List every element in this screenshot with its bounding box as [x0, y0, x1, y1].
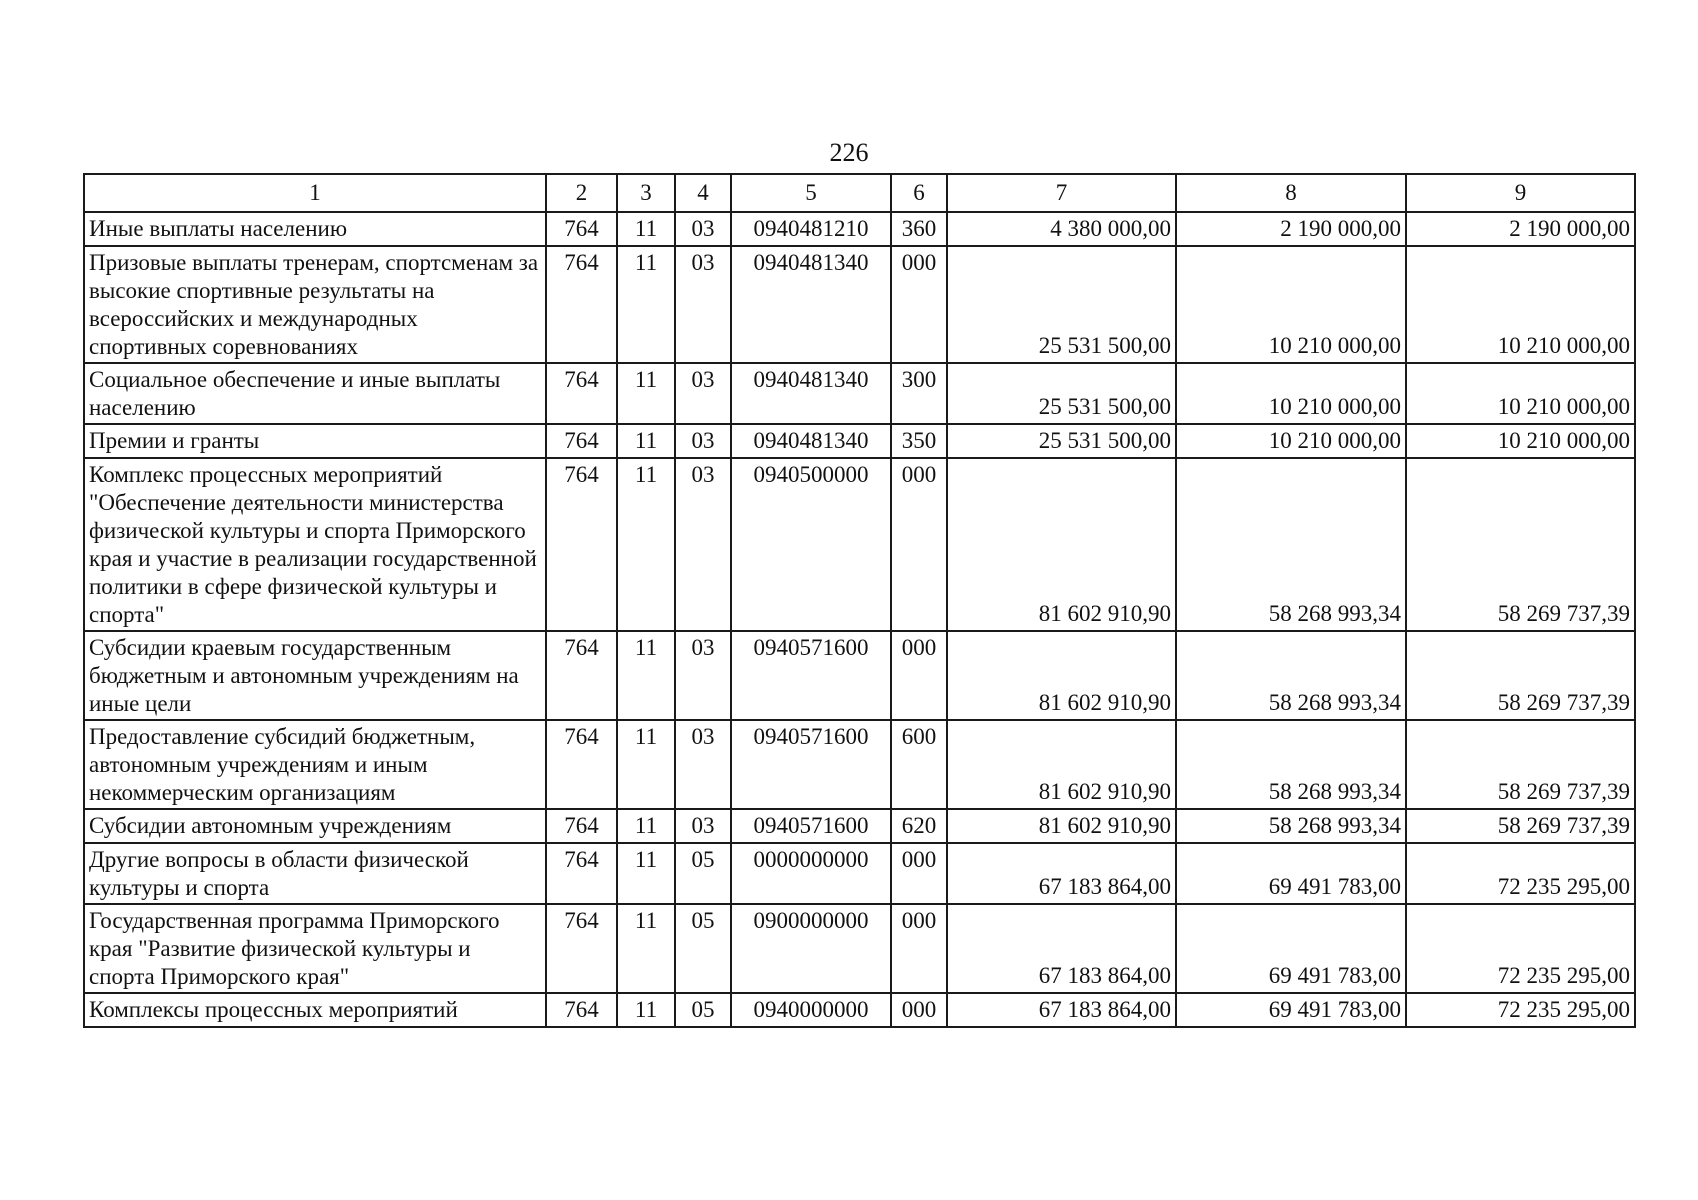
- row-name-cell: Субсидии краевым государственным бюджетным и автономным учреждениям на иные цели: [84, 631, 546, 720]
- amount-cell-col9: 72 235 295,00: [1406, 904, 1635, 993]
- table-row: [84, 720, 1635, 809]
- table-row: [84, 904, 1635, 993]
- column-header: 5: [731, 174, 891, 212]
- code-cell-col4: 03: [675, 720, 731, 809]
- column-header: 1: [84, 174, 546, 212]
- code-cell-col2: 764: [546, 424, 617, 458]
- amount-cell-col9: 10 210 000,00: [1406, 246, 1635, 363]
- amount-cell-col9: 58 269 737,39: [1406, 631, 1635, 720]
- code-cell-col3: 11: [617, 458, 675, 631]
- row-name-cell: Государственная программа Приморского края "Развитие физической культуры и спорта Приморского края": [84, 904, 546, 993]
- amount-cell-col8: 58 268 993,34: [1176, 720, 1406, 809]
- code-cell-col5: 0940481210: [731, 212, 891, 246]
- column-header: 2: [546, 174, 617, 212]
- code-cell-col4: 05: [675, 904, 731, 993]
- code-cell-col3: 11: [617, 843, 675, 904]
- row-name-cell: Другие вопросы в области физической культуры и спорта: [84, 843, 546, 904]
- code-cell-col3: 11: [617, 720, 675, 809]
- column-header: 3: [617, 174, 675, 212]
- amount-cell-col8: 10 210 000,00: [1176, 424, 1406, 458]
- code-cell-col4: 03: [675, 809, 731, 843]
- code-cell-col5: 0000000000: [731, 843, 891, 904]
- amount-cell-col9: 58 269 737,39: [1406, 458, 1635, 631]
- row-name-cell: Призовые выплаты тренерам, спортсменам за высокие спортивные результаты на всероссийских и международных спортивных соревнованиях: [84, 246, 546, 363]
- code-cell-col6: 000: [891, 631, 947, 720]
- code-cell-col2: 764: [546, 720, 617, 809]
- code-cell-col4: 03: [675, 363, 731, 424]
- budget-table: [83, 173, 1636, 1028]
- table-row: [84, 363, 1635, 424]
- table-row: [84, 458, 1635, 631]
- row-name-cell: Комплекс процессных мероприятий "Обеспечение деятельности министерства физической культуры и спорта Приморского края и участие в реализации государственной политики в сфере физической культуры и спорта": [84, 458, 546, 631]
- amount-cell-col7: 67 183 864,00: [947, 993, 1176, 1027]
- amount-cell-col9: 10 210 000,00: [1406, 363, 1635, 424]
- table-row: [84, 212, 1635, 246]
- row-name-cell: Иные выплаты населению: [84, 212, 546, 246]
- code-cell-col3: 11: [617, 993, 675, 1027]
- code-cell-col6: 600: [891, 720, 947, 809]
- code-cell-col3: 11: [617, 246, 675, 363]
- code-cell-col5: 0940500000: [731, 458, 891, 631]
- code-cell-col5: 0940571600: [731, 631, 891, 720]
- column-header: 7: [947, 174, 1176, 212]
- page-number: 226: [829, 138, 869, 167]
- code-cell-col4: 03: [675, 212, 731, 246]
- column-header: 9: [1406, 174, 1635, 212]
- table-header-row: [84, 174, 1635, 212]
- code-cell-col6: 360: [891, 212, 947, 246]
- code-cell-col6: 000: [891, 458, 947, 631]
- table-row: [84, 993, 1635, 1027]
- table-row: [84, 809, 1635, 843]
- amount-cell-col9: 2 190 000,00: [1406, 212, 1635, 246]
- code-cell-col4: 03: [675, 246, 731, 363]
- amount-cell-col9: 72 235 295,00: [1406, 843, 1635, 904]
- code-cell-col4: 05: [675, 993, 731, 1027]
- amount-cell-col8: 2 190 000,00: [1176, 212, 1406, 246]
- amount-cell-col7: 4 380 000,00: [947, 212, 1176, 246]
- code-cell-col5: 0940571600: [731, 720, 891, 809]
- code-cell-col6: 000: [891, 993, 947, 1027]
- code-cell-col3: 11: [617, 424, 675, 458]
- code-cell-col5: 0940000000: [731, 993, 891, 1027]
- code-cell-col5: 0940481340: [731, 246, 891, 363]
- amount-cell-col9: 58 269 737,39: [1406, 809, 1635, 843]
- code-cell-col5: 0940481340: [731, 424, 891, 458]
- amount-cell-col7: 25 531 500,00: [947, 424, 1176, 458]
- row-name-cell: Премии и гранты: [84, 424, 546, 458]
- amount-cell-col8: 10 210 000,00: [1176, 363, 1406, 424]
- column-header: 6: [891, 174, 947, 212]
- amount-cell-col7: 81 602 910,90: [947, 458, 1176, 631]
- code-cell-col2: 764: [546, 843, 617, 904]
- amount-cell-col8: 58 268 993,34: [1176, 631, 1406, 720]
- code-cell-col6: 000: [891, 246, 947, 363]
- code-cell-col3: 11: [617, 631, 675, 720]
- column-header: 4: [675, 174, 731, 212]
- code-cell-col2: 764: [546, 631, 617, 720]
- row-name-cell: Социальное обеспечение и иные выплаты населению: [84, 363, 546, 424]
- code-cell-col6: 350: [891, 424, 947, 458]
- amount-cell-col7: 67 183 864,00: [947, 904, 1176, 993]
- code-cell-col6: 620: [891, 809, 947, 843]
- code-cell-col2: 764: [546, 993, 617, 1027]
- amount-cell-col8: 58 268 993,34: [1176, 458, 1406, 631]
- amount-cell-col9: 10 210 000,00: [1406, 424, 1635, 458]
- code-cell-col6: 300: [891, 363, 947, 424]
- code-cell-col6: 000: [891, 843, 947, 904]
- amount-cell-col7: 81 602 910,90: [947, 631, 1176, 720]
- code-cell-col5: 0940571600: [731, 809, 891, 843]
- table-body: [84, 174, 1635, 1027]
- amount-cell-col7: 81 602 910,90: [947, 809, 1176, 843]
- row-name-cell: Предоставление субсидий бюджетным, автономным учреждениям и иным некоммерческим организациям: [84, 720, 546, 809]
- code-cell-col4: 03: [675, 424, 731, 458]
- amount-cell-col7: 81 602 910,90: [947, 720, 1176, 809]
- amount-cell-col7: 67 183 864,00: [947, 843, 1176, 904]
- amount-cell-col8: 69 491 783,00: [1176, 904, 1406, 993]
- code-cell-col5: 0940481340: [731, 363, 891, 424]
- amount-cell-col7: 25 531 500,00: [947, 246, 1176, 363]
- amount-cell-col8: 69 491 783,00: [1176, 993, 1406, 1027]
- table-row: [84, 843, 1635, 904]
- amount-cell-col8: 69 491 783,00: [1176, 843, 1406, 904]
- amount-cell-col7: 25 531 500,00: [947, 363, 1176, 424]
- amount-cell-col8: 10 210 000,00: [1176, 246, 1406, 363]
- code-cell-col2: 764: [546, 246, 617, 363]
- code-cell-col2: 764: [546, 212, 617, 246]
- code-cell-col5: 0900000000: [731, 904, 891, 993]
- code-cell-col3: 11: [617, 809, 675, 843]
- code-cell-col3: 11: [617, 212, 675, 246]
- column-header: 8: [1176, 174, 1406, 212]
- code-cell-col3: 11: [617, 904, 675, 993]
- amount-cell-col9: 72 235 295,00: [1406, 993, 1635, 1027]
- code-cell-col2: 764: [546, 809, 617, 843]
- amount-cell-col8: 58 268 993,34: [1176, 809, 1406, 843]
- table-row: [84, 424, 1635, 458]
- table-row: [84, 631, 1635, 720]
- row-name-cell: Субсидии автономным учреждениям: [84, 809, 546, 843]
- code-cell-col4: 05: [675, 843, 731, 904]
- code-cell-col2: 764: [546, 904, 617, 993]
- code-cell-col2: 764: [546, 458, 617, 631]
- code-cell-col2: 764: [546, 363, 617, 424]
- code-cell-col4: 03: [675, 458, 731, 631]
- code-cell-col4: 03: [675, 631, 731, 720]
- code-cell-col6: 000: [891, 904, 947, 993]
- row-name-cell: Комплексы процессных мероприятий: [84, 993, 546, 1027]
- amount-cell-col9: 58 269 737,39: [1406, 720, 1635, 809]
- table-row: [84, 246, 1635, 363]
- code-cell-col3: 11: [617, 363, 675, 424]
